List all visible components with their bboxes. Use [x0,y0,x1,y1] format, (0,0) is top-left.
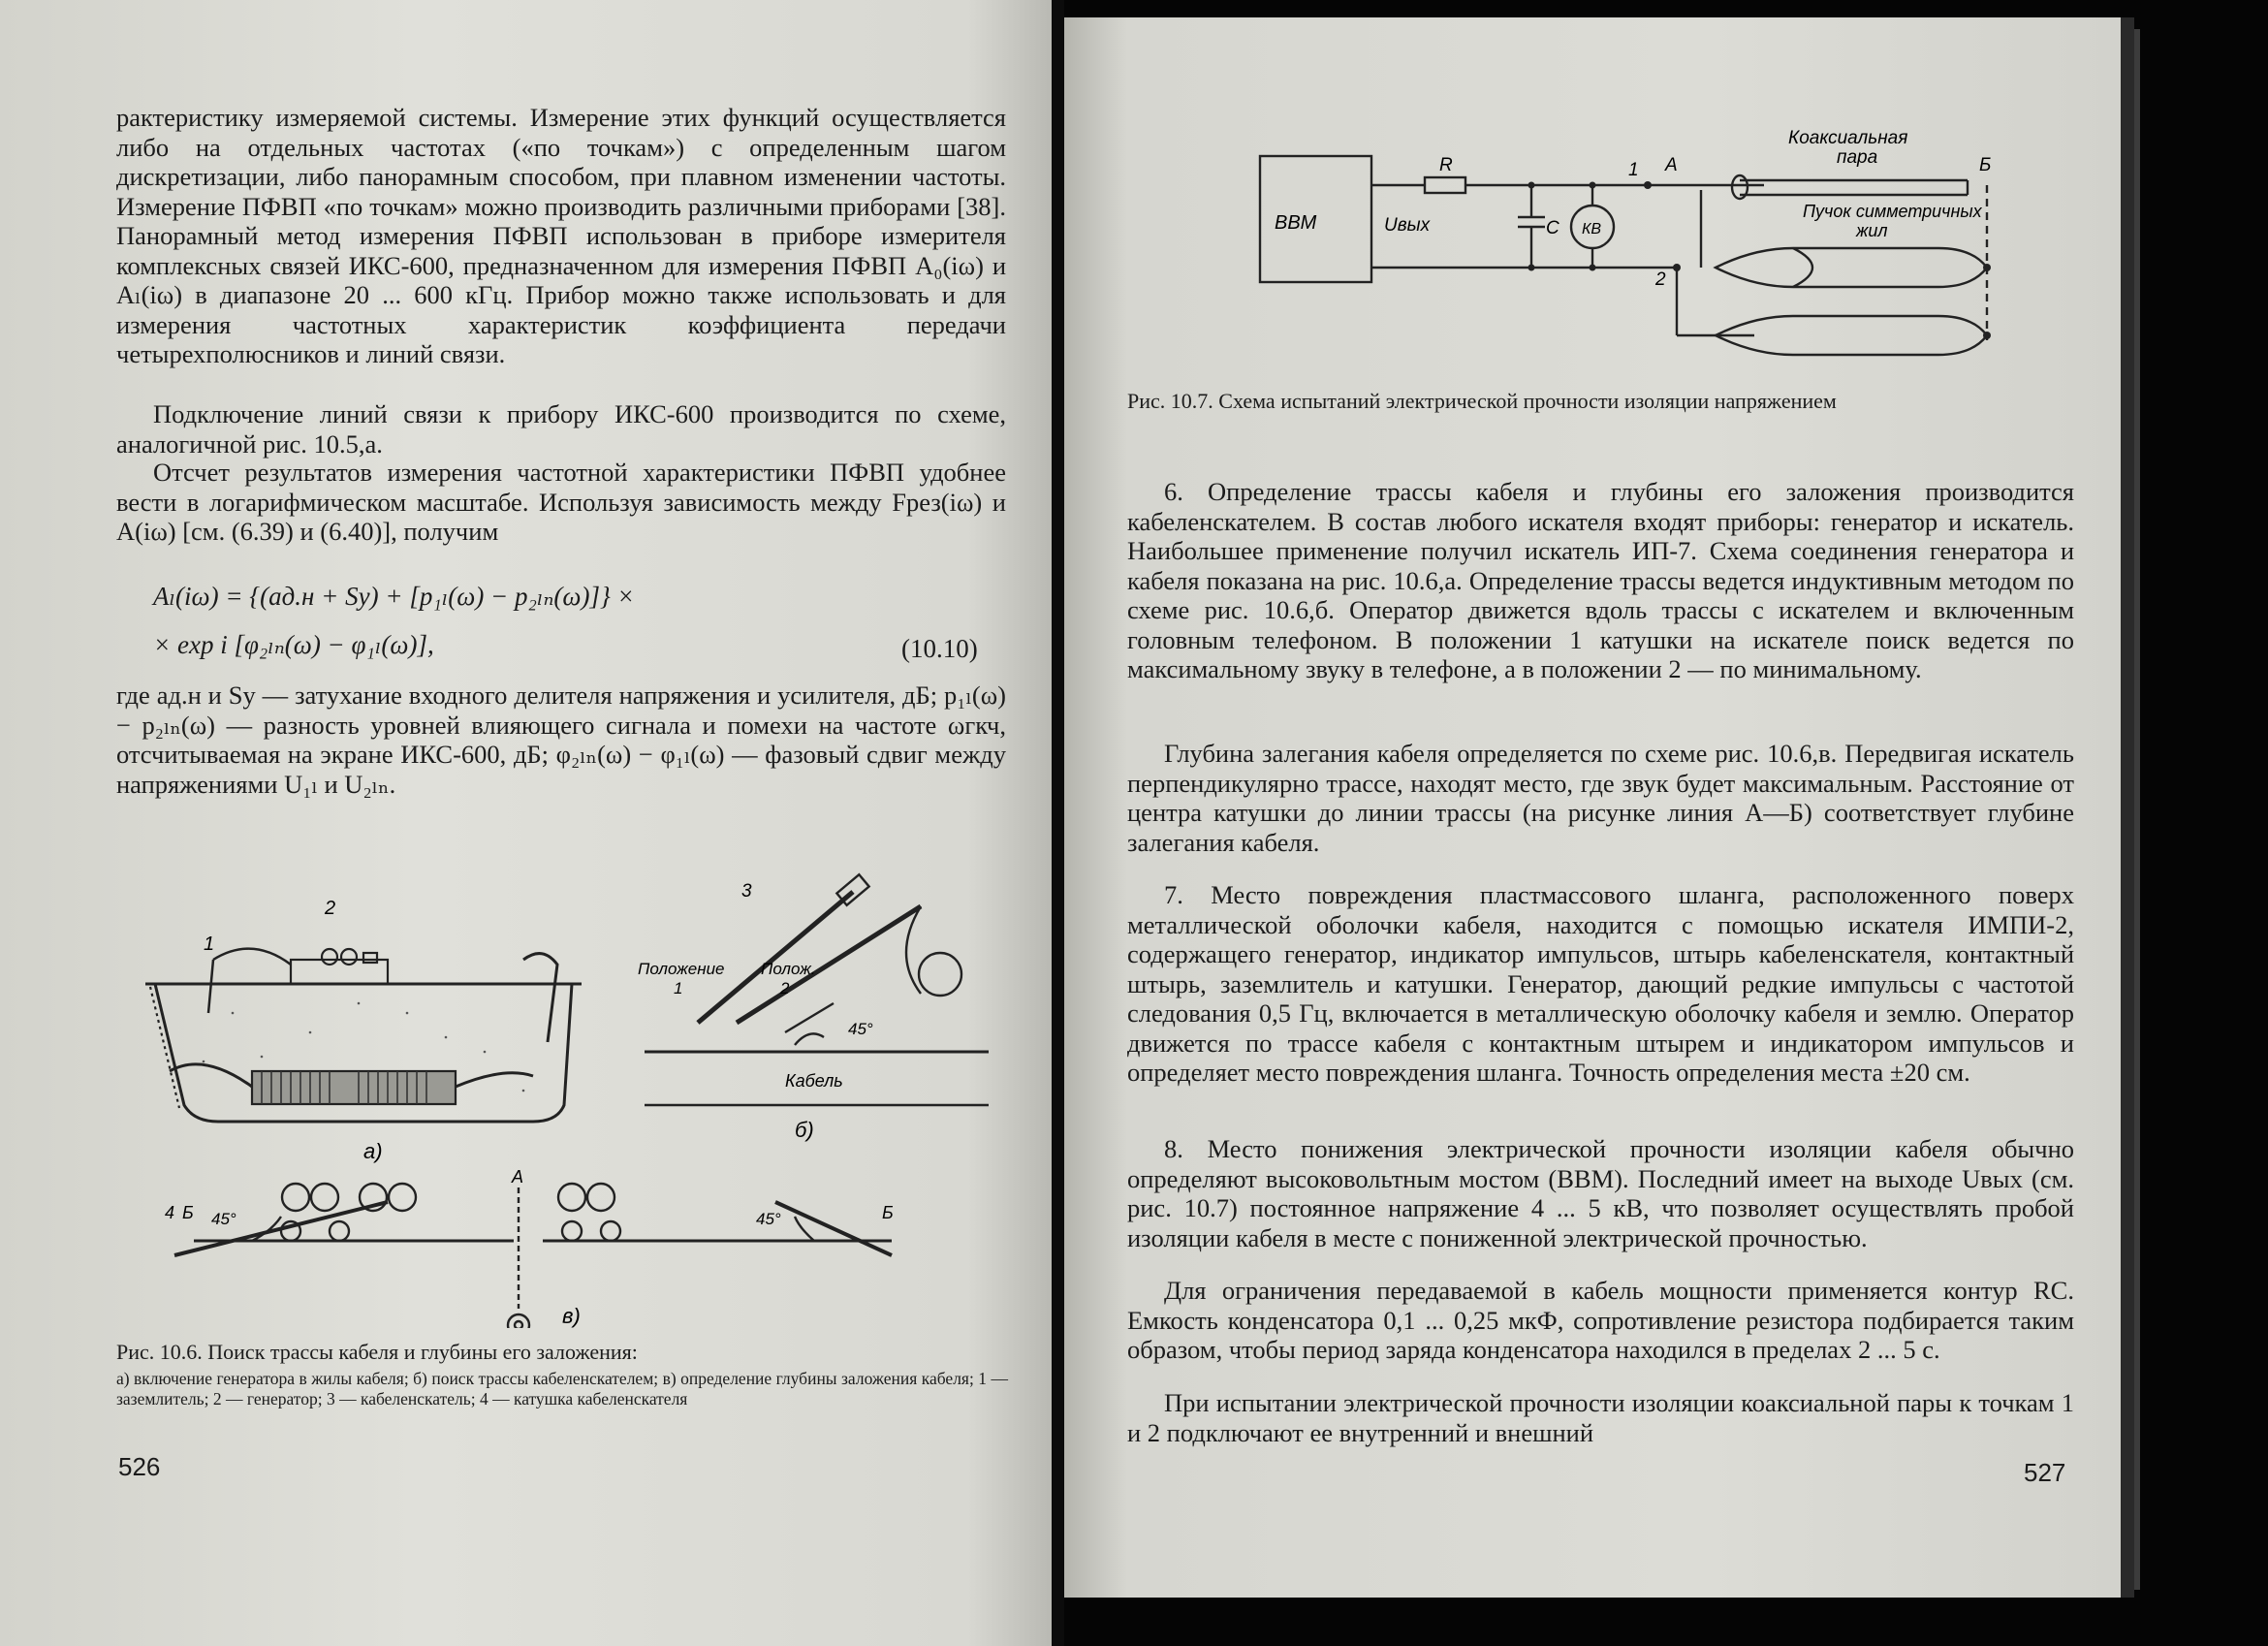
left-paragraph-1: рактеристику измеряемой системы. Измерение этих функций осуществляется либо на отдельных частотах («по точкам») с определенным шагом дискретизации, либо панорамным способом, при плавном изменении частоты. Измерение ПФВП «по точкам» можно производить различными приборами [38]. Панорамный метод измерения ПФВП использован в приборе измерителя комплексных связей ИКС-600, предназначенном для измерения ПФВП A₀(iω) и Aₗ(iω) в диапазоне 20 ... 600 кГц. Прибор можно также использовать и для измерения частотных характеристик коэффициента передачи четырехполюсников и линий связи. [116,103,1006,368]
fig-a-label-1: 1 [204,934,215,955]
left-paragraph-2: Подключение линий связи к прибору ИКС-600 производится по схеме, аналогичной рис. 10.5,а. [116,399,1006,459]
formula-line-2: × exp i [φ₂ₗₙ(ω) − φ₁ₗ(ω)], [153,630,434,659]
figure-10-6 [116,868,1018,1328]
fig-c-label-a: А [512,1167,524,1187]
right-page [1064,17,2121,1598]
fig-c-label-b-left: Б [182,1203,194,1222]
fig-10-7-label-pair: пара [1837,147,1878,168]
right-paragraph-depth: Глубина залегания кабеля определяется по схеме рис. 10.6,в. Передвигая искатель перпендикулярно трассе, находят место, где звук будет максимальным. Расстояние от центра катушки до линии трассы (на рисунке линия А—Б) соответствует глубине залегания кабеля. [1127,739,2074,857]
left-paragraph-3: Отсчет результатов измерения частотной характеристики ПФВП удобнее вести в логарифмическом масштабе. Используя зависимость между Fрез(iω) и A(iω) [см. (6.39) и (6.40)], получим [116,458,1006,546]
fig-b-caption: б) [795,1118,814,1142]
fig-10-7-label-c: С [1546,218,1559,238]
fig-10-7-label-2: 2 [1655,269,1666,290]
fig-c-caption: в) [562,1304,581,1328]
fig-10-7-label-kv: КВ [1582,221,1602,237]
right-page-number: 527 [2024,1458,2066,1487]
fig-b-label-angle: 45° [848,1020,873,1038]
fig-b-label-position: Положение [638,960,725,978]
right-paragraph-7: 7. Место повреждения пластмассового шланга, расположенного поверх металлической оболочки кабеля, находится с помощью искателя ИМПИ-2, содержащего генератор, индикатор импульсов, штырь кабеленскателя, контактный штырь, заземлитель и катушки. Генератор, дающий редкие импульсы с частотой следования 0,5 Гц, включается в металлическую оболочку кабеля и землю. Оператор движется по трассе кабеля с контактным штырем и индикатором импульсов и определяет место повреждения шланга. Точность определения места ±20 см. [1127,880,2074,1087]
fig-10-6-caption-title: Рис. 10.6. Поиск трассы кабеля и глубины его заложения: [116,1340,638,1364]
fig-a-caption: а) [363,1139,383,1163]
fig-a-label-2: 2 [325,898,336,919]
fig-b-label-pol-2: 2 [780,979,790,997]
fig-b-label-pol: Полож. [761,960,816,978]
fig-10-7-caption: Рис. 10.7. Схема испытаний электрической прочности изоляции напряжением [1127,389,1837,413]
left-paragraph-after-formula: где aд.н и Sу — затухание входного делителя напряжения и усилителя, дБ; p₁ₗ(ω) − p₂ₗₙ(ω) — разность уровней влияющего сигнала и помехи на частоте ωгкч, отсчитываемая на экране ИКС-600, дБ; φ₂ₗₙ(ω) − φ₁ₗ(ω) — фазовый сдвиг между напряжениями U₁ₗ и U₂ₗₙ. [116,681,1006,799]
fig-10-7-label-a: А [1665,155,1678,175]
fig-c-label-angle-right: 45° [756,1210,781,1228]
book-cover-edge-inner [2134,29,2140,1590]
formula-line-1: Aₗ(iω) = {(aд.н + Sу) + [p₁ₗ(ω) − p₂ₗₙ(ω)]} × [153,582,635,611]
fig-c-label-b-right: Б [882,1203,894,1222]
fig-10-7-label-wires: жил [1856,221,1888,240]
fig-c-label-angle-left: 45° [211,1210,236,1228]
fig-c-label-4: 4 [165,1203,175,1222]
fig-10-7-label-bundle: Пучок симметричных [1803,202,1982,221]
fig-b-label-cable: Кабель [785,1071,843,1091]
right-paragraph-rc: Для ограничения передаваемой в кабель мощности применяется контур RC. Емкость конденсатора 0,1 ... 0,25 мкФ, сопротивление резистора подбирается таким образом, чтобы период заряда конденсатора находился в пределах 2 ... 5 с. [1127,1276,2074,1364]
formula-number: (10.10) [901,634,978,663]
right-paragraph-coax-test: При испытании электрической прочности изоляции коаксиальной пары к точкам 1 и 2 подключают ее внутренний и внешний [1127,1388,2074,1447]
fig-10-6-caption-text: а) включение генератора в жилы кабеля; б) поиск трассы кабеленскателем; в) определение глубины заложения кабеля; 1 — заземлитель; 2 — генератор; 3 — кабеленскатель; 4 — катушка кабеленскателя [116,1369,1008,1409]
fig-10-7-label-r: R [1439,155,1453,175]
figure-10-6c [174,1184,892,1328]
left-page [0,0,1052,1646]
fig-10-7-label-b: Б [1979,155,1992,175]
figure-10-6a [145,949,582,1122]
book-cover-edge [2121,17,2134,1598]
fig-10-7-label-uout: Uвых [1384,215,1431,236]
figure-10-7 [1250,103,2026,364]
fig-b-label-position-1: 1 [674,979,683,997]
book-spine [1052,0,1064,1646]
right-paragraph-6: 6. Определение трассы кабеля и глубины его заложения производится кабеленскателем. В состав любого искателя входят приборы: генератор и искатель. Наибольшее применение получил искатель ИП-7. Схема соединения генератора и кабеля показана на рис. 10.6,а. Определение трассы ведется индуктивным методом по схеме рис. 10.6,б. Оператор движется вдоль трассы с искателем и включенным головным телефоном. В положении 1 катушки на искателе поиск ведется по максимальному звуку в телефоне, а в положении 2 — по минимальному. [1127,477,2074,683]
fig-b-label-3: 3 [741,881,752,902]
fig-10-7-label-bbm: ВВМ [1275,212,1317,234]
right-paragraph-8: 8. Место понижения электрической прочности изоляции кабеля обычно определяют высоковольтным мостом (ВВМ). Последний имеет на выходе Uвых (см. рис. 10.7) постоянное напряжение 4 ... 5 кВ, что позволяет осуществлять пробой изоляции кабеля в месте с пониженной электрической прочностью. [1127,1134,2074,1252]
left-page-number: 526 [118,1452,161,1481]
fig-10-7-label-coax: Коаксиальная [1788,128,1908,148]
fig-10-7-label-1: 1 [1628,160,1639,180]
